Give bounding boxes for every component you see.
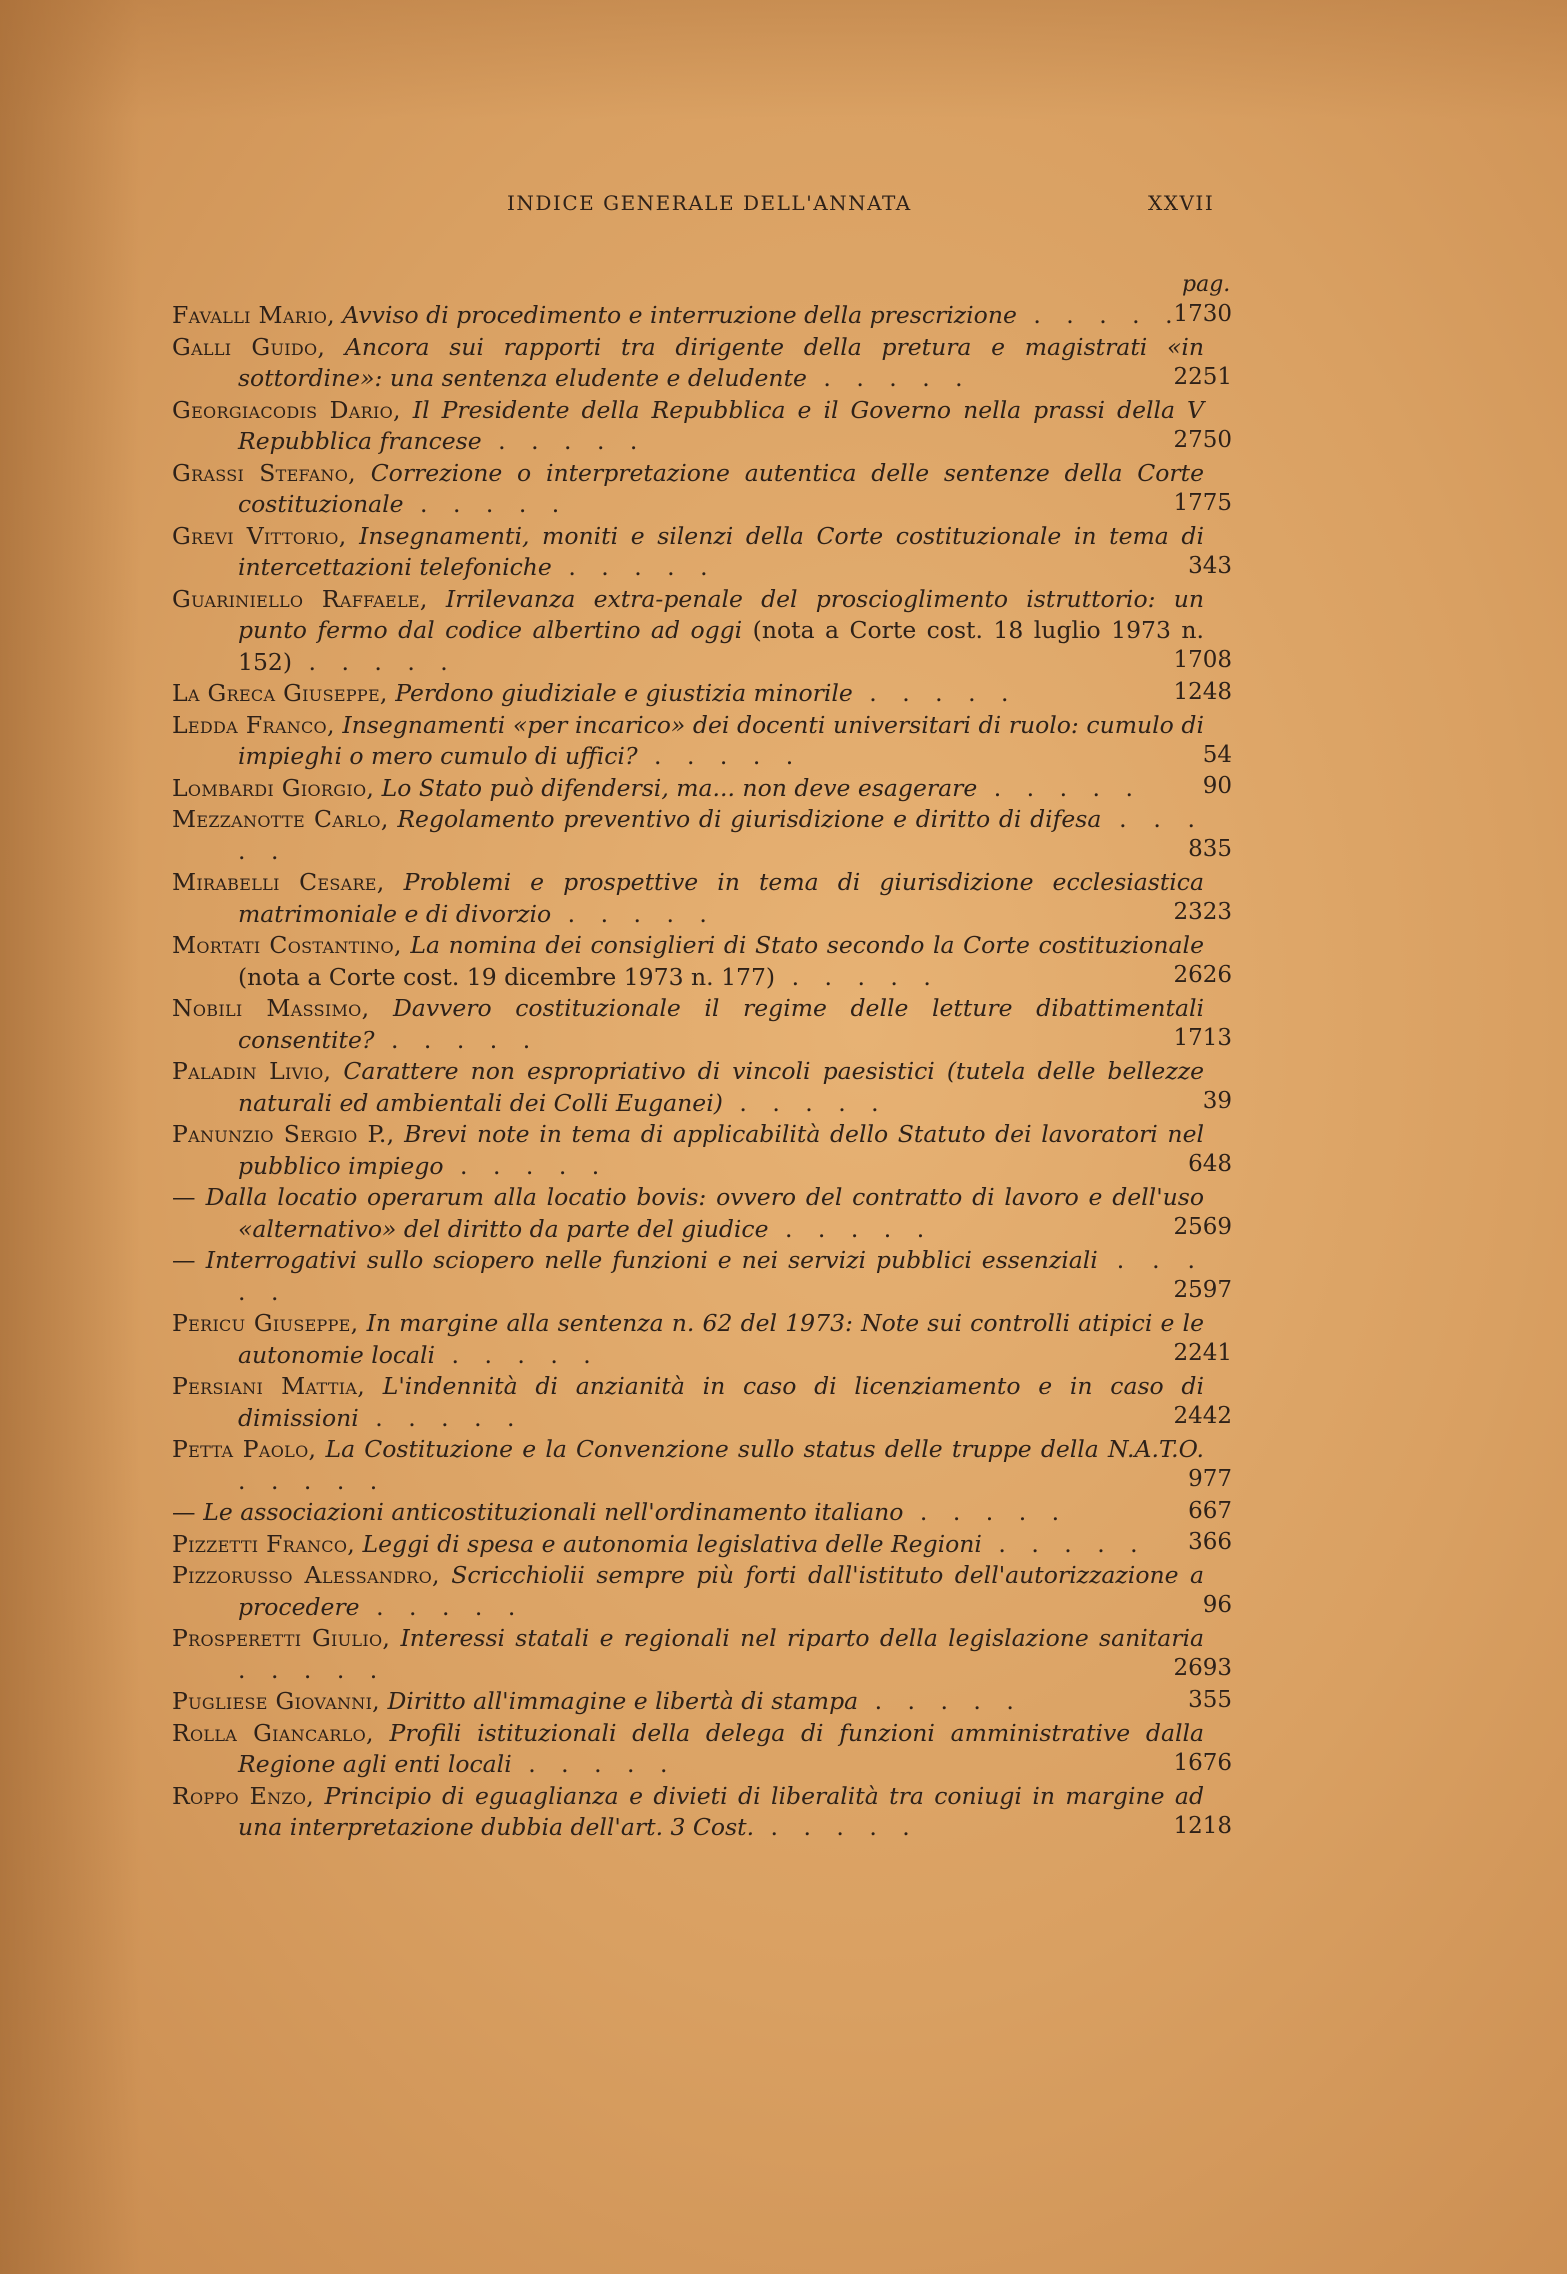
page-number: XXVII xyxy=(1148,191,1215,215)
entry-text xyxy=(172,521,1204,584)
entry-page-number: 2626 xyxy=(1173,962,1232,988)
entry-author: — xyxy=(172,1183,196,1211)
entry-text xyxy=(172,773,1204,805)
leader-dots: . . . . . xyxy=(977,773,1142,802)
entry-page-number: 1218 xyxy=(1173,1812,1232,1839)
index-entry xyxy=(172,1434,1232,1497)
index-entry xyxy=(172,1623,1232,1686)
leader-dots: . . . . . xyxy=(443,1151,609,1180)
leader-dots: . . . . . xyxy=(435,1340,600,1369)
leader-dots: . . . . . xyxy=(903,1498,1069,1526)
entry-author: Nobili Massimo, xyxy=(172,994,370,1022)
entry-text xyxy=(172,993,1204,1056)
index-entry xyxy=(172,1497,1232,1529)
leader-dots: . . . . . xyxy=(292,647,457,676)
index-entry xyxy=(172,993,1232,1056)
index-entry xyxy=(172,1182,1232,1245)
leader-dots: . . . . . xyxy=(852,679,1018,707)
entry-author: Galli Guido, xyxy=(172,332,326,361)
entry-page-number: 1713 xyxy=(1173,1025,1232,1051)
index-entry xyxy=(172,1245,1232,1308)
entry-author: Mortati Costantino, xyxy=(172,931,402,959)
index-entry xyxy=(172,930,1232,993)
entry-author: Mezzanotte Carlo, xyxy=(172,805,389,833)
leader-dots: . . . . . xyxy=(775,962,940,991)
index-entry xyxy=(172,521,1232,584)
leader-dots: . . . . . xyxy=(238,805,1204,865)
entry-page-number: 1676 xyxy=(1173,1749,1232,1776)
leader-dots: . . . . . xyxy=(722,1088,888,1117)
entry-title: La Costituzione e la Convenzione sullo status delle truppe della N.A.T.O. xyxy=(325,1435,1205,1463)
index-entry xyxy=(172,1119,1232,1182)
leader-dots: . . . . . xyxy=(238,1246,1204,1306)
index-entry xyxy=(172,1718,1232,1781)
entry-page-number: 2323 xyxy=(1173,899,1232,925)
leader-dots: . . . . . xyxy=(754,1813,919,1841)
index-entry xyxy=(172,1056,1232,1119)
entry-title: Profili istituzionali della delega di funzioni amministrative dalla Regione agli enti locali xyxy=(238,1718,1204,1778)
entry-author: Mirabelli Cesare, xyxy=(172,868,385,896)
index-entry xyxy=(172,1781,1232,1844)
entry-page-number: 2442 xyxy=(1173,1403,1232,1429)
entry-text xyxy=(172,930,1204,993)
entry-author: Roppo Enzo, xyxy=(172,1781,315,1810)
index-entry xyxy=(172,1371,1232,1434)
entry-author: Petta Paolo, xyxy=(172,1435,317,1463)
index-entry xyxy=(172,300,1232,332)
entry-author: Persiani Mattia, xyxy=(172,1372,365,1400)
entry-text xyxy=(172,1245,1204,1308)
leader-dots: . . . . . xyxy=(637,742,803,770)
entry-author: Favalli Mario, xyxy=(172,301,335,329)
leader-dots: . . . . . xyxy=(806,364,972,392)
entry-author: Prosperetti Giulio, xyxy=(172,1624,391,1652)
entry-title: In margine alla sentenza n. 62 del 1973: Note sui controlli atipici e le autonomie locali xyxy=(238,1309,1204,1369)
entry-text xyxy=(172,300,1204,332)
leader-dots: . . . . . xyxy=(238,1466,387,1495)
entry-text xyxy=(172,584,1204,679)
entry-page-number: 2693 xyxy=(1173,1655,1232,1681)
entry-text xyxy=(172,1718,1204,1781)
entry-title: L'indennità di anzianità in caso di licenziamento e in caso di dimissioni xyxy=(238,1372,1204,1432)
page-shadow xyxy=(0,0,140,2274)
running-head xyxy=(0,191,1567,221)
entry-page-number: 648 xyxy=(1188,1151,1232,1177)
entry-text xyxy=(172,1308,1204,1371)
leader-dots: . . . . . xyxy=(359,1592,525,1621)
index-entry xyxy=(172,584,1232,679)
entry-title: Irrilevanza extra-penale del proscioglimento istruttorio: un punto fermo dal codice albertino ad oggi xyxy=(238,584,1204,644)
entry-author: Paladin Livio, xyxy=(172,1057,332,1085)
leader-dots: . . . . . xyxy=(238,1655,387,1684)
entry-text xyxy=(172,1434,1204,1497)
entry-text xyxy=(172,678,1204,710)
page-shadow-top xyxy=(0,0,1567,120)
entry-text xyxy=(172,867,1204,930)
leader-dots: . . . . . xyxy=(374,1025,540,1054)
entry-title: Regolamento preventivo di giurisdizione e diritto di difesa xyxy=(397,805,1102,833)
entry-author: Grevi Vittorio, xyxy=(172,521,347,550)
entry-title: Principio di eguaglianza e divieti di liberalità tra coniugi in margine ad una interpretazione dubbia dell'art. 3 Cost. xyxy=(238,1781,1204,1841)
index-entry xyxy=(172,1560,1232,1623)
entry-page-number: 1248 xyxy=(1173,678,1232,705)
entry-text xyxy=(172,1560,1204,1623)
entry-page-number: 366 xyxy=(1188,1529,1232,1555)
entry-author: Guariniello Raffaele, xyxy=(172,584,428,613)
entry-title: Lo Stato può difendersi, ma... non deve esagerare xyxy=(381,773,978,802)
entry-text xyxy=(172,458,1204,521)
entry-text xyxy=(172,332,1204,395)
entry-page-number: 96 xyxy=(1202,1592,1232,1618)
entry-title: Avviso di procedimento e interruzione della prescrizione xyxy=(342,301,1017,329)
entry-title: Il Presidente della Repubblica e il Governo nella prassi della V Repubblica francese xyxy=(238,395,1204,455)
entry-note: (nota a Corte cost. 18 luglio 1973 n. 152) xyxy=(238,616,1204,676)
leader-dots: . . . . . xyxy=(403,490,569,518)
entry-page-number: 343 xyxy=(1188,552,1232,579)
entry-author: Pizzorusso Alessandro, xyxy=(172,1561,440,1589)
index-entry xyxy=(172,1529,1232,1561)
entry-title: Scricchiolii sempre più forti dall'istituto dell'autorizzazione a procedere xyxy=(238,1561,1204,1621)
leader-dots: . . . . . xyxy=(551,899,716,928)
leader-dots: . . . . . xyxy=(768,1214,934,1243)
entry-text xyxy=(172,1182,1204,1245)
entry-author: Ledda Franco, xyxy=(172,710,335,739)
entry-page-number: 39 xyxy=(1202,1088,1232,1114)
entry-title: Interessi statali e regionali nel riparto della legislazione sanitaria xyxy=(400,1624,1204,1652)
entry-author: Pugliese Giovanni, xyxy=(172,1687,380,1715)
entry-author: Pizzetti Franco, xyxy=(172,1529,356,1558)
leader-dots: . . . . . xyxy=(481,427,647,455)
entry-author: Pericu Giuseppe, xyxy=(172,1309,359,1337)
entry-page-number: 2597 xyxy=(1173,1277,1232,1303)
entry-text xyxy=(172,804,1204,867)
entry-title: Perdono giudiziale e giustizia minorile xyxy=(395,679,853,707)
running-title: INDICE GENERALE DELL'ANNATA xyxy=(507,191,912,215)
entry-page-number: 667 xyxy=(1188,1497,1232,1524)
entry-title: La nomina dei consiglieri di Stato secondo la Corte costituzionale xyxy=(410,931,1204,959)
entry-title: Interrogativi sullo sciopero nelle funzioni e nei servizi pubblici essenziali xyxy=(205,1246,1098,1274)
entry-page-number: 2750 xyxy=(1173,426,1232,453)
index-entry xyxy=(172,804,1232,867)
entry-text xyxy=(172,1781,1204,1844)
entry-page-number: 2251 xyxy=(1173,363,1232,390)
entry-title: Davvero costituzionale il regime delle letture dibattimentali consentite? xyxy=(238,994,1204,1054)
index-entry xyxy=(172,773,1232,805)
entry-text xyxy=(172,1497,1204,1529)
leader-dots: . . . . . xyxy=(858,1687,1023,1715)
entry-title: Ancora sui rapporti tra dirigente della pretura e magistrati «in sottordine»: una sentenza eludente e deludente xyxy=(238,332,1204,392)
entry-page-number: 2569 xyxy=(1173,1214,1232,1240)
entry-author: Rolla Giancarlo, xyxy=(172,1718,374,1747)
entry-page-number: 2241 xyxy=(1173,1340,1232,1366)
entry-title: Brevi note in tema di applicabilità dello Statuto dei lavoratori nel pubblico impiego xyxy=(238,1120,1204,1180)
entry-text xyxy=(172,1686,1204,1718)
entry-text xyxy=(172,395,1204,458)
index-entry xyxy=(172,1686,1232,1718)
entry-text xyxy=(172,1623,1204,1686)
entry-page-number: 977 xyxy=(1188,1466,1232,1492)
entry-title: Le associazioni anticostituzionali nell'ordinamento italiano xyxy=(203,1498,904,1526)
entry-author: — xyxy=(172,1498,196,1526)
entry-text xyxy=(172,1371,1204,1434)
leader-dots: . . . . . xyxy=(358,1403,524,1432)
index-entry xyxy=(172,678,1232,710)
entry-text xyxy=(172,1056,1204,1119)
entry-author: — xyxy=(172,1246,196,1274)
entry-page-number: 355 xyxy=(1188,1686,1232,1713)
leader-dots: . . . . . xyxy=(1016,301,1182,329)
entry-text xyxy=(172,710,1204,773)
entry-author: Lombardi Giorgio, xyxy=(172,773,375,802)
leader-dots: . . . . . xyxy=(981,1529,1147,1558)
entry-page-number: 90 xyxy=(1202,773,1232,799)
index-entry xyxy=(172,332,1232,395)
entry-title: Diritto all'immagine e libertà di stampa xyxy=(387,1687,859,1715)
index-entry xyxy=(172,395,1232,458)
entry-author: La Greca Giuseppe, xyxy=(172,679,388,707)
entry-page-number: 1708 xyxy=(1173,647,1232,673)
entry-page-number: 1730 xyxy=(1173,300,1232,327)
entry-author: Grassi Stefano, xyxy=(172,458,356,487)
pag-column-label: pag. xyxy=(1182,272,1231,297)
entry-author: Panunzio Sergio P., xyxy=(172,1120,395,1148)
entry-author: Georgiacodis Dario, xyxy=(172,395,401,424)
entry-title: Carattere non espropriativo di vincoli paesistici (tutela delle bellezze naturali ed ambientali dei Colli Euganei) xyxy=(238,1057,1204,1117)
leader-dots: . . . . . xyxy=(511,1750,677,1778)
index-entry xyxy=(172,710,1232,773)
entry-text xyxy=(172,1529,1204,1561)
entry-title: Leggi di spesa e autonomia legislativa delle Regioni xyxy=(362,1529,982,1558)
entry-page-number: 54 xyxy=(1202,741,1232,768)
index-entry xyxy=(172,458,1232,521)
entry-title: Insegnamenti, moniti e silenzi della Corte costituzionale in tema di intercettazioni telefoniche xyxy=(238,521,1204,581)
entry-page-number: 835 xyxy=(1188,836,1232,862)
index-entries xyxy=(172,300,1232,1844)
entry-title: Insegnamenti «per incarico» dei docenti universitari di ruolo: cumulo di impieghi o mero cumulo di uffici? xyxy=(238,710,1204,770)
index-entry xyxy=(172,1308,1232,1371)
entry-text xyxy=(172,1119,1204,1182)
entry-title: Problemi e prospettive in tema di giurisdizione ecclesiastica matrimoniale e di divorzio xyxy=(238,868,1204,928)
entry-page-number: 1775 xyxy=(1173,489,1232,516)
entry-title: Correzione o interpretazione autentica delle sentenze della Corte costituzionale xyxy=(238,458,1204,518)
index-entry xyxy=(172,867,1232,930)
entry-title: Dalla locatio operarum alla locatio bovis: ovvero del contratto di lavoro e dell'uso «alternativo» del diritto da parte del giudice xyxy=(205,1183,1204,1243)
entry-note: (nota a Corte cost. 19 dicembre 1973 n. 177) xyxy=(238,962,776,991)
leader-dots: . . . . . xyxy=(551,553,717,581)
